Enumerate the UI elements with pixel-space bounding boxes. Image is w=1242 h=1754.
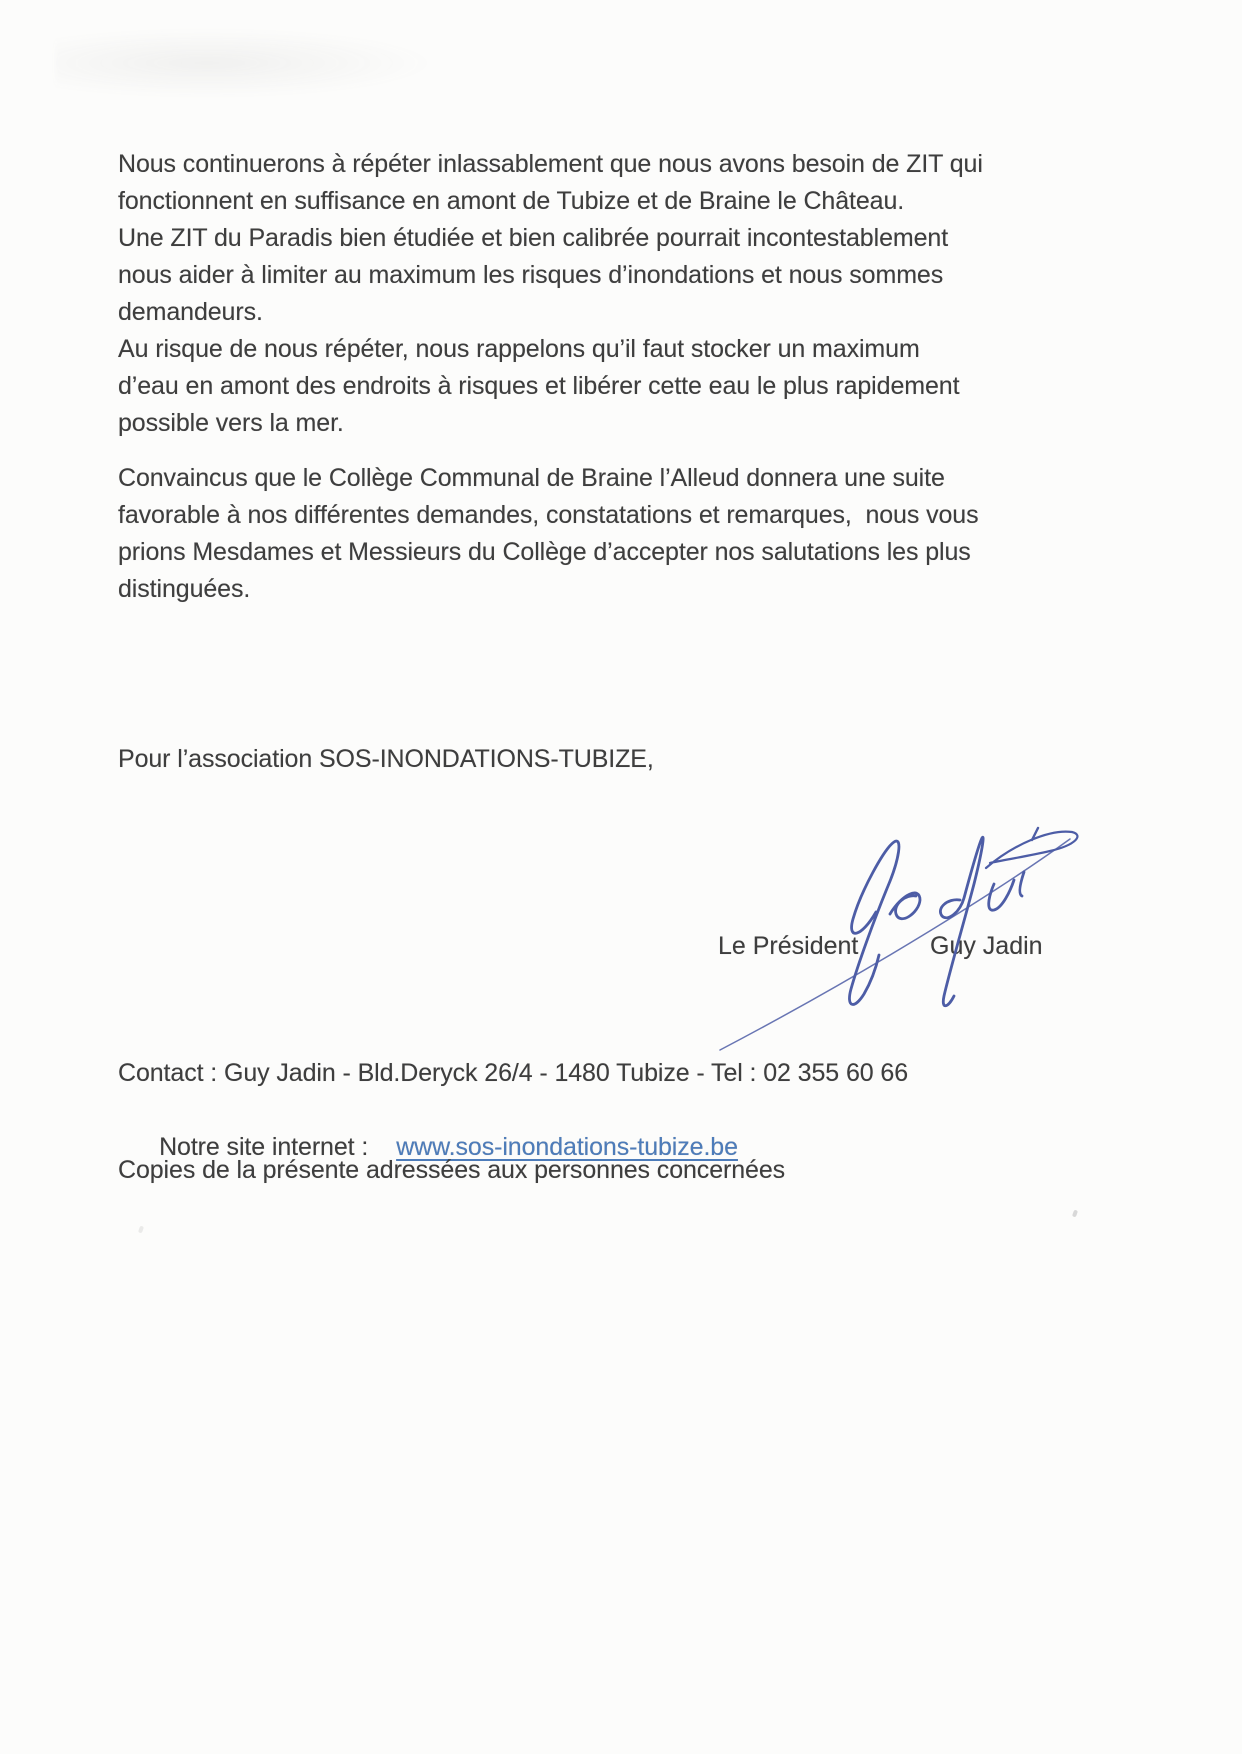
- letter-line: Au risque de nous répéter, nous rappelons qu’il faut stocker un maximum: [118, 335, 920, 363]
- letter-line: demandeurs.: [118, 298, 263, 326]
- letter-line: favorable à nos différentes demandes, constatations et remarques, nous vous: [118, 501, 979, 529]
- scan-speck: [138, 1226, 144, 1234]
- letter-line: Convaincus que le Collège Communal de Braine l’Alleud donnera une suite: [118, 464, 945, 492]
- letter-line: nous aider à limiter au maximum les risques d’inondations et nous sommes: [118, 261, 944, 289]
- association-closing-text: Pour l’association SOS-INONDATIONS-TUBIZE,: [118, 745, 654, 773]
- website-label: Notre site internet :: [159, 1133, 369, 1161]
- letter-line: d’eau en amont des endroits à risques et libérer cette eau le plus rapidement: [118, 372, 960, 400]
- paragraph-zit-request: [118, 146, 983, 442]
- president-name-label: Guy Jadin: [930, 932, 1043, 960]
- copies-note-text: Copies de la présente adressées aux personnes concernées: [118, 1156, 786, 1184]
- letter-line: possible vers la mer.: [118, 409, 344, 437]
- contact-line: Contact : Guy Jadin - Bld.Deryck 26/4 - 1480 Tubize - Tel : 02 355 60 66: [118, 1059, 909, 1087]
- president-role-label: Le Président: [718, 932, 859, 960]
- association-closing-line: [118, 741, 654, 778]
- handwritten-signature-image: [698, 792, 1098, 1062]
- letter-line: Une ZIT du Paradis bien étudiée et bien calibrée pourrait incontestablement: [118, 224, 949, 252]
- letter-line: Nous continuerons à répéter inlassablement que nous avons besoin de ZIT qui: [118, 150, 983, 178]
- letter-line: distinguées.: [118, 575, 251, 603]
- signature-stroke-group: [720, 828, 1077, 1050]
- website-link[interactable]: www.sos-inondations-tubize.be: [396, 1133, 738, 1161]
- scan-smudge-artifact: [55, 28, 435, 98]
- scan-speck: [1072, 1210, 1078, 1218]
- paragraph-closing-formula: [118, 460, 979, 608]
- copies-note-line: [118, 1152, 785, 1189]
- letter-line: fonctionnent en suffisance en amont de Tubize et de Braine le Château.: [118, 187, 905, 215]
- letter-line: prions Mesdames et Messieurs du Collège d’accepter nos salutations les plus: [118, 538, 971, 566]
